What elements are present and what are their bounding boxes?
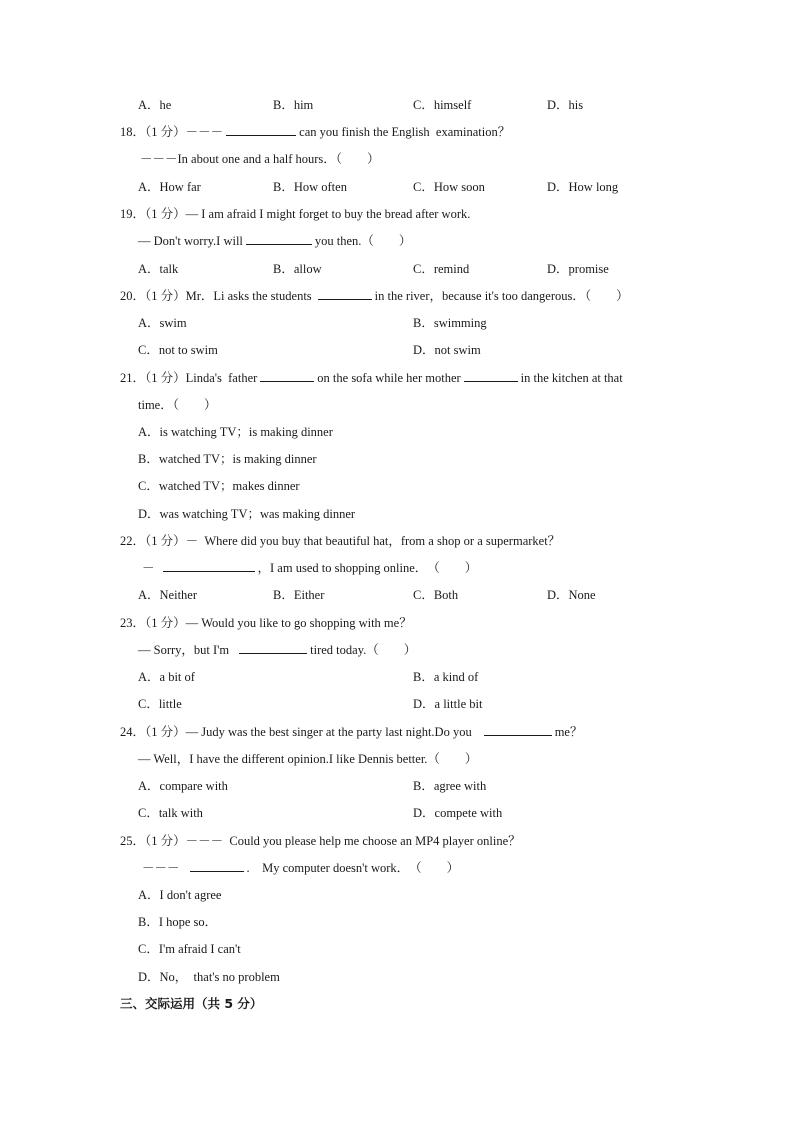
q22-reply bbox=[142, 560, 477, 576]
q23-option-c: C．little bbox=[138, 697, 182, 711]
q24-option-d: D．compete with bbox=[413, 806, 503, 820]
q21-option-b: B．watched TV；is making dinner bbox=[138, 452, 317, 466]
q18-stem-pre: 18．（1 分）－－－ bbox=[120, 125, 224, 139]
q25-option-b: B．I hope so． bbox=[138, 915, 218, 929]
q25-option-c: C．I'm afraid I can't bbox=[138, 942, 241, 956]
q21-stem-line2: time．（ ） bbox=[138, 398, 217, 412]
q19-option-c: C．remind bbox=[413, 262, 470, 276]
q25-option-d: D．No， that's no problem bbox=[138, 970, 280, 984]
q21-option-a: A．is watching TV；is making dinner bbox=[138, 425, 333, 439]
q25-reply-post: . My computer doesn't work． （ ） bbox=[246, 861, 460, 875]
q25-blank bbox=[190, 860, 244, 872]
q24-option-a: A．compare with bbox=[138, 779, 228, 793]
q23-option-d: D．a little bit bbox=[413, 697, 483, 711]
q23-option-a: A．a bit of bbox=[138, 670, 195, 684]
q22-reply-pre: － bbox=[142, 561, 155, 575]
q22-option-d: D．None bbox=[547, 588, 596, 602]
q18-option-c: C．How soon bbox=[413, 180, 485, 194]
q19-option-a: A．talk bbox=[138, 262, 179, 276]
q19-option-d: D．promise bbox=[547, 262, 609, 276]
q17-option-c: C．himself bbox=[413, 98, 472, 112]
q18-stem bbox=[120, 124, 510, 140]
q17-option-b: B．him bbox=[273, 98, 314, 112]
q20-option-b: B．swimming bbox=[413, 316, 487, 330]
q23-stem: 23．（1 分）— Would you like to go shopping with me？ bbox=[120, 616, 412, 630]
q22-option-c: C．Both bbox=[413, 588, 459, 602]
q20-option-a: A．swim bbox=[138, 316, 187, 330]
q18-blank bbox=[226, 124, 296, 136]
q21-stem-b: on the sofa while her mother bbox=[317, 371, 461, 385]
q25-option-a: A．I don't agree bbox=[138, 888, 222, 902]
q22-option-a: A．Neither bbox=[138, 588, 198, 602]
q19-blank bbox=[246, 233, 312, 245]
q18-option-a: A．How far bbox=[138, 180, 201, 194]
q18-reply: －－－In about one and a half hours．（ ） bbox=[140, 152, 380, 166]
q25-reply-pre: －－－ bbox=[142, 861, 180, 875]
q24-stem-pre: 24．（1 分）— Judy was the best singer at the party last night.Do you bbox=[120, 725, 472, 739]
q20-stem bbox=[120, 288, 629, 304]
q25-stem: 25．（1 分）－－－ Could you please help me choose an MP4 player online？ bbox=[120, 834, 521, 848]
section-3-heading: 三、交际运用（共 5 分） bbox=[120, 996, 263, 1011]
q19-stem: 19．（1 分）— I am afraid I might forget to buy the bread after work. bbox=[120, 207, 471, 221]
q20-stem-post: in the river，because it's too dangerous．（ ） bbox=[374, 289, 629, 303]
q23-reply bbox=[138, 642, 416, 658]
q21-stem-c: in the kitchen at that bbox=[520, 371, 623, 385]
q17-option-a: A．he bbox=[138, 98, 172, 112]
q21-blank-1 bbox=[260, 370, 314, 382]
q18-stem-post: can you finish the English examination？ bbox=[299, 125, 511, 139]
q23-blank bbox=[239, 642, 307, 654]
q23-option-b: B．a kind of bbox=[413, 670, 479, 684]
q20-stem-pre: 20．（1 分）Mr．Li asks the students bbox=[120, 289, 312, 303]
q18-option-d: D．How long bbox=[547, 180, 619, 194]
q25-reply bbox=[142, 860, 459, 876]
q17-option-d: D．his bbox=[547, 98, 584, 112]
q22-stem: 22．（1 分）－ Where did you buy that beautiful hat，from a shop or a supermarket？ bbox=[120, 534, 561, 548]
q19-reply bbox=[138, 233, 411, 249]
q18-option-b: B．How often bbox=[273, 180, 347, 194]
q21-option-d: D．was watching TV；was making dinner bbox=[138, 507, 356, 521]
q19-reply-pre: — Don't worry.I will bbox=[138, 234, 243, 248]
q23-reply-pre: — Sorry，but I'm bbox=[138, 643, 230, 657]
q22-blank bbox=[163, 560, 255, 572]
q22-reply-post: ，I am used to shopping online． （ ） bbox=[257, 561, 478, 575]
q24-stem-post: me？ bbox=[554, 725, 583, 739]
q24-stem bbox=[120, 724, 582, 740]
q21-stem bbox=[120, 370, 623, 386]
q20-blank bbox=[318, 288, 372, 300]
q19-option-b: B．allow bbox=[273, 262, 322, 276]
q24-reply: — Well，I have the different opinion.I like Dennis better.（ ） bbox=[138, 752, 478, 766]
q24-option-b: B．agree with bbox=[413, 779, 487, 793]
q20-option-d: D．not swim bbox=[413, 343, 481, 357]
q23-reply-post: tired today.（ ） bbox=[310, 643, 417, 657]
q22-option-b: B．Either bbox=[273, 588, 325, 602]
q20-option-c: C．not to swim bbox=[138, 343, 218, 357]
q19-reply-post: you then.（ ） bbox=[314, 234, 412, 248]
q24-blank bbox=[484, 724, 552, 736]
q24-option-c: C．talk with bbox=[138, 806, 203, 820]
q21-option-c: C．watched TV；makes dinner bbox=[138, 479, 300, 493]
q21-blank-2 bbox=[464, 370, 518, 382]
q21-stem-a: 21．（1 分）Linda's father bbox=[120, 371, 258, 385]
